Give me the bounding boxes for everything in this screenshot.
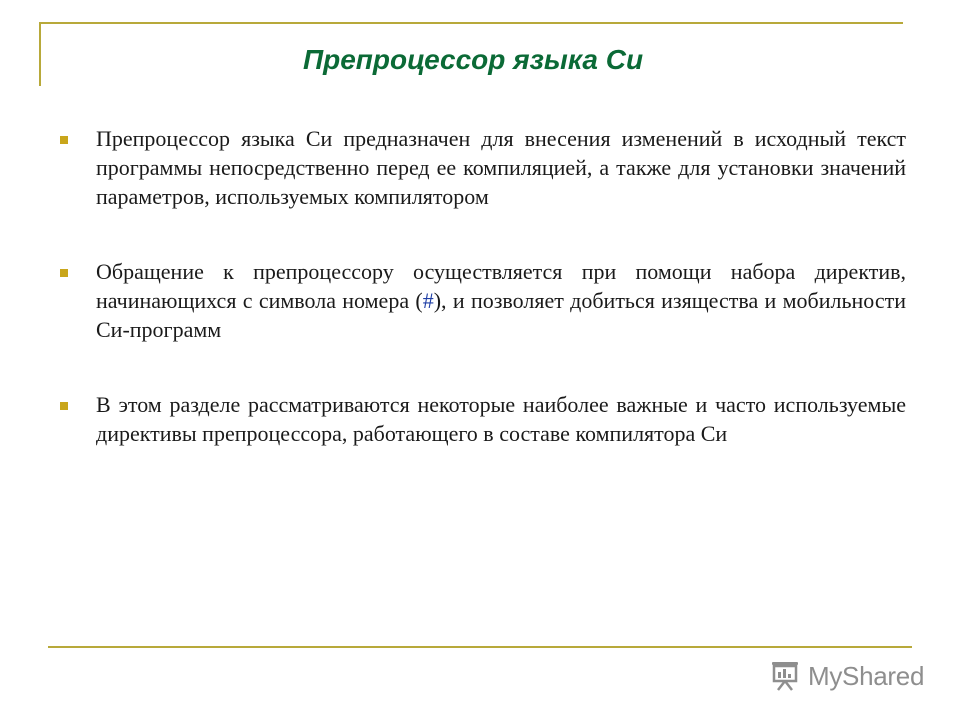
bullet-square-icon	[60, 269, 68, 277]
bullet-square-icon	[60, 136, 68, 144]
watermark-logo	[768, 656, 924, 696]
bullet-text	[96, 257, 906, 344]
top-border-line	[39, 22, 903, 24]
presentation-board-icon	[768, 659, 802, 693]
hash-symbol: #	[422, 288, 434, 313]
bullet-square-icon	[60, 402, 68, 410]
bullet-item	[60, 124, 906, 211]
bullet-list	[60, 124, 906, 448]
bullet-text: Препроцессор языка Си предназначен для внесения изменений в исходный текст программы непосредственно перед ее компиляцией, а также для установки значений параметров, используемых компилятором	[96, 126, 906, 209]
bullet-text: В этом разделе рассматриваются некоторые наиболее важные и часто используемые директивы препроцессора, работающего в составе компилятора Си	[96, 392, 906, 446]
bullet-item	[60, 257, 906, 344]
slide-title: Препроцессор языка Си	[302, 44, 644, 75]
bullet-text-part: ), и позволяет добиться изящества и мобильности Си-программ	[96, 288, 907, 342]
bullet-item	[60, 390, 906, 448]
bottom-border-line	[48, 646, 912, 648]
watermark-brand: MyShared	[808, 660, 925, 691]
bullet-text-part: Обращение к препроцессору осуществляется при помощи набора директив, начинающихся с символа номера (	[96, 259, 906, 313]
